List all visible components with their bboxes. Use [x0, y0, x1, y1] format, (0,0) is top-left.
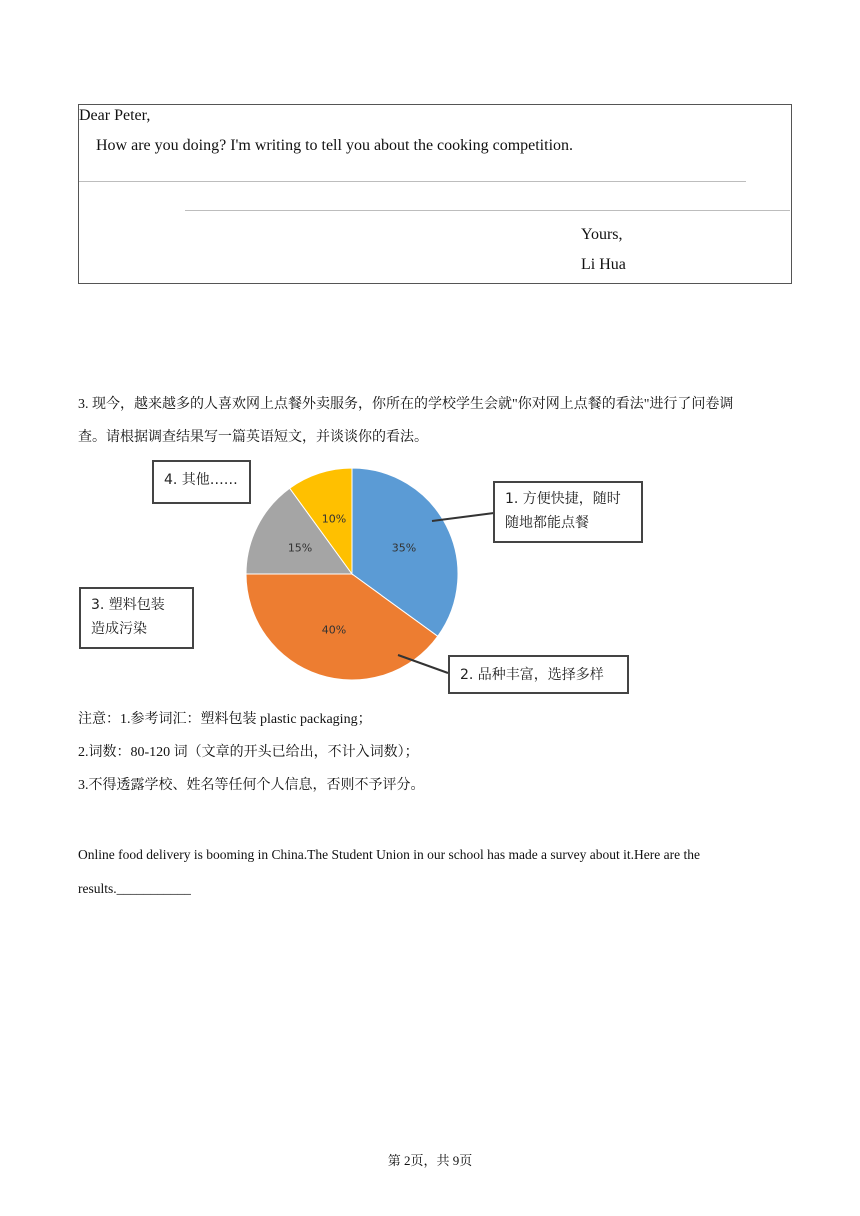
letter-opening: How are you doing? I'm writing to tell you about the cooking competition.	[96, 137, 574, 154]
letter-salutation: Dear Peter,	[79, 107, 151, 124]
writing-line	[79, 181, 746, 182]
writing-line	[185, 210, 790, 211]
callout-box-1	[493, 481, 643, 543]
question-line-1: 3. 现今，越来越多的人喜欢网上点餐外卖服务，你所在的学校学生会就"你对网上点餐的看法"进行了问卷调	[78, 397, 734, 412]
question-line-2: 查。请根据调查结果写一篇英语短文，并谈谈你的看法。	[78, 430, 428, 445]
callout-2-text: 2. 品种丰富，选择多样	[460, 667, 604, 683]
callout-1-line-2: 随地都能点餐	[505, 515, 589, 531]
callout-4-text: 4. 其他……	[164, 472, 238, 488]
callout-box-3	[79, 587, 194, 649]
letter-signature: Li Hua	[581, 256, 626, 273]
essay-line-2: results.___________	[78, 881, 191, 896]
pie-label-3: 15%	[287, 541, 313, 555]
note-2: 2.词数：80-120 词（文章的开头已给出，不计入词数）；	[78, 745, 419, 760]
page-footer: 第 2页，共 9页	[387, 1153, 473, 1168]
pie-label-2: 40%	[321, 623, 347, 637]
essay-line-1: Online food delivery is booming in China.The Student Union in our school has made a survey about it.Here are the	[78, 847, 700, 862]
callout-3-line-2: 造成污染	[91, 621, 147, 637]
pie-label-4: 10%	[321, 512, 347, 526]
letter-box	[78, 104, 792, 284]
callout-1-line-1: 1. 方便快捷，随时	[505, 491, 621, 507]
callout-box-4	[152, 460, 251, 504]
pie-label-1: 35%	[391, 541, 417, 555]
callout-3-line-1: 3. 塑料包装	[91, 597, 165, 613]
letter-closing: Yours,	[581, 226, 623, 243]
note-1: 注意：1.参考词汇：塑料包装 plastic packaging；	[78, 712, 372, 727]
callout-box-2	[448, 655, 629, 694]
pie-chart	[0, 440, 860, 700]
note-3: 3.不得透露学校、姓名等任何个人信息，否则不予评分。	[78, 778, 425, 793]
